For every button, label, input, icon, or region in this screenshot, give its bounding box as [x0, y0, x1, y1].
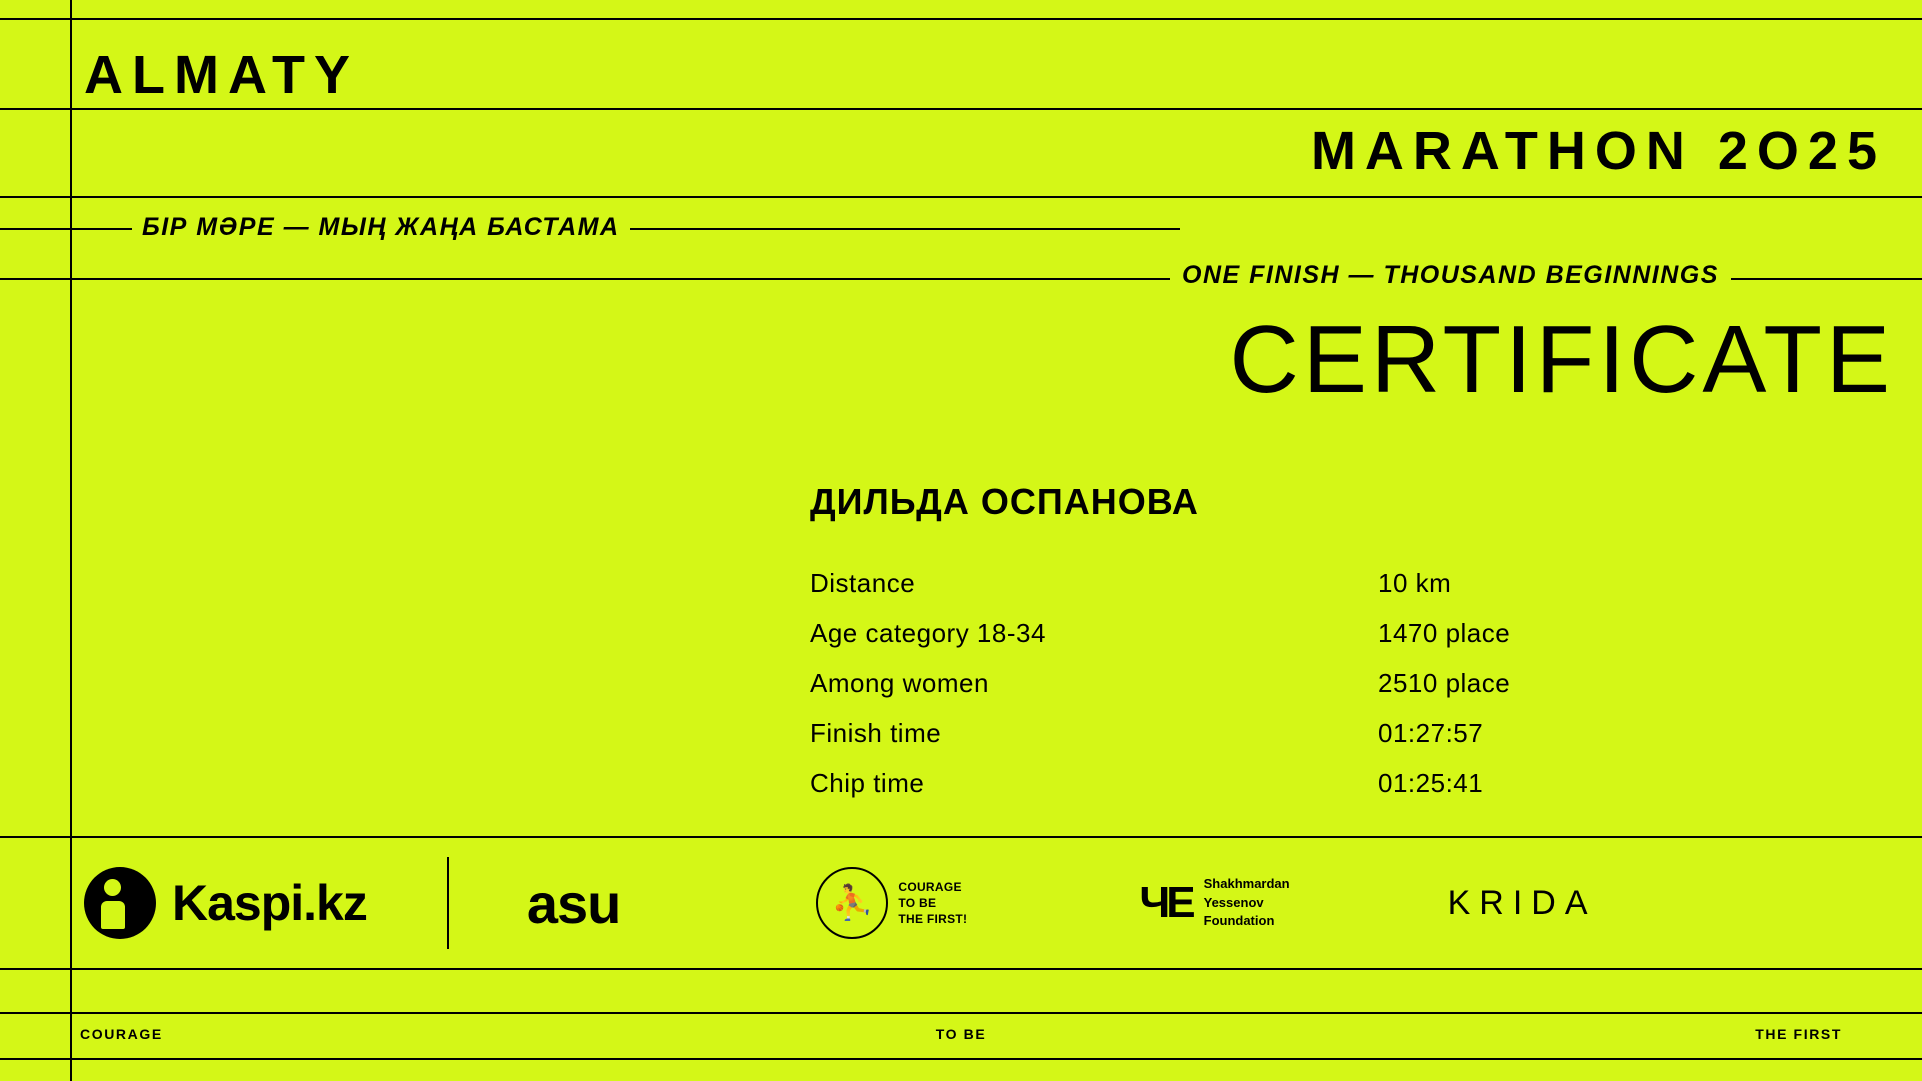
slogan-kazakh: БІР МӘРЕ — МЫҢ ЖАҢА БАСТАМА	[132, 215, 630, 240]
divider-line	[0, 968, 1922, 970]
runner-figure-icon: ⛹	[831, 884, 874, 922]
yessenov-line-1: Shakhmardan	[1203, 875, 1290, 891]
result-label: Among women	[810, 668, 989, 698]
divider-line	[0, 108, 1922, 110]
result-label: Finish time	[810, 718, 942, 748]
courage-fund-logo-icon	[816, 867, 888, 939]
sponsor-courage-fund	[816, 838, 967, 968]
result-row	[810, 718, 1610, 768]
result-row	[810, 568, 1610, 618]
result-value: 10 km	[1378, 568, 1452, 598]
divider-line	[0, 196, 1922, 198]
city-title: ALMATY	[84, 45, 359, 105]
sponsor-kaspi	[84, 838, 367, 968]
results-table	[810, 568, 1610, 818]
footer-center-text: TO BE	[935, 1026, 987, 1042]
sponsor-bar	[0, 838, 1922, 968]
result-row	[810, 618, 1610, 668]
yessenov-line-3: Foundation	[1203, 913, 1275, 929]
yessenov-line-2: Yessenov	[1203, 894, 1264, 910]
courage-line-3: THE FIRST!	[898, 912, 968, 927]
result-label: Age category 18-34	[810, 618, 1046, 648]
courage-line-1: COURAGE	[898, 879, 962, 894]
footer-right-text: THE FIRST	[1755, 1026, 1842, 1042]
result-value: 2510 place	[1378, 668, 1511, 698]
yessenov-logo-icon: ЧЕ	[1139, 878, 1192, 927]
result-label: Chip time	[810, 768, 925, 798]
footer-left-text: COURAGE	[80, 1026, 163, 1042]
divider-line	[0, 1058, 1922, 1060]
footer-bar	[0, 1014, 1922, 1054]
sponsor-courage-label	[898, 879, 967, 928]
sponsor-krida-label: KRIDA	[1447, 883, 1597, 922]
sponsor-krida	[1448, 838, 1597, 968]
result-row	[810, 668, 1610, 718]
result-value: 1470 place	[1378, 618, 1511, 648]
slogan-english: ONE FINISH — THOUSAND BEGINNINGS	[1170, 263, 1731, 288]
participant-name: ДИЛЬДА ОСПАНОВА	[810, 481, 1199, 522]
result-label: Distance	[810, 568, 916, 598]
page-title: CERTIFICATE	[1229, 306, 1894, 413]
event-title: MARATHON 2O25	[1310, 121, 1886, 181]
sponsor-asu-label: asu	[526, 871, 621, 935]
divider-line	[0, 18, 1922, 20]
sponsor-yessenov-label	[1204, 875, 1290, 932]
courage-line-2: TO BE	[898, 895, 937, 910]
kaspi-logo-icon	[84, 867, 156, 939]
sponsor-asu	[527, 838, 621, 968]
sponsor-yessenov-foundation	[1139, 838, 1289, 968]
result-row	[810, 768, 1610, 818]
sponsor-kaspi-label: Kaspi.kz	[172, 875, 367, 931]
result-value: 01:27:57	[1378, 718, 1484, 748]
result-value: 01:25:41	[1378, 768, 1484, 798]
sponsor-divider	[447, 857, 449, 949]
